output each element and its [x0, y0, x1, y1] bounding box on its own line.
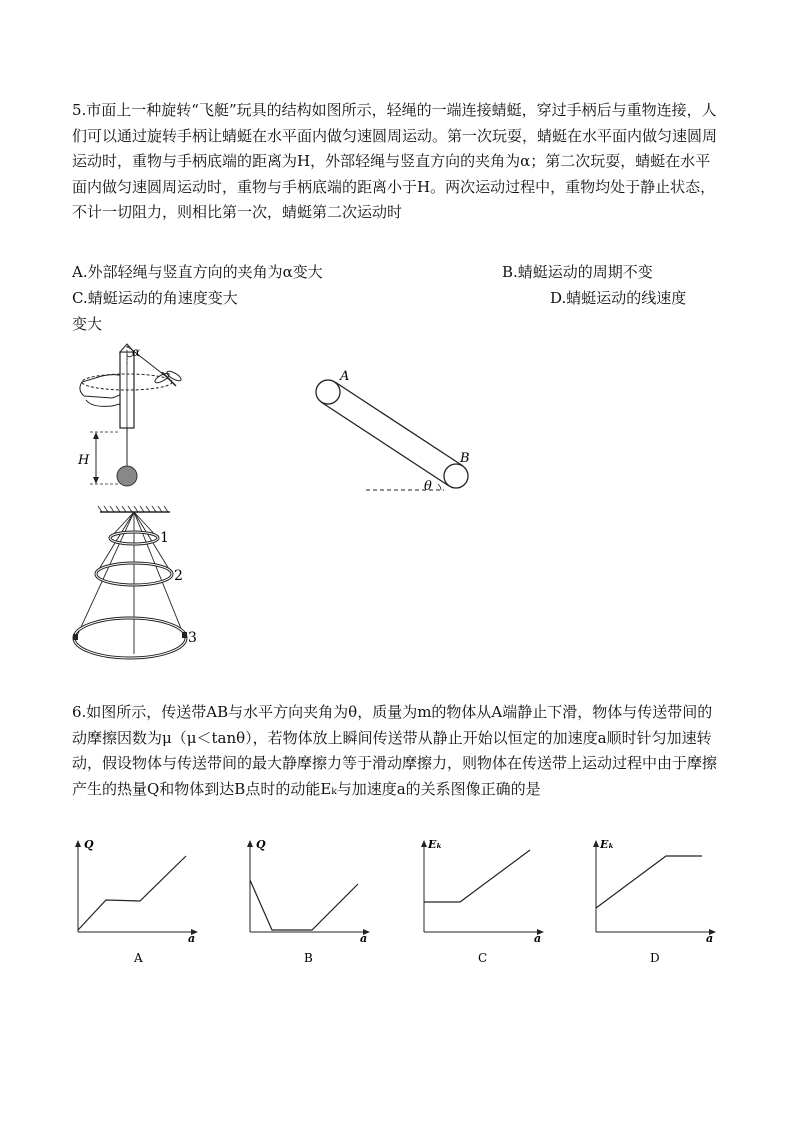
point-a-label: A	[340, 369, 350, 384]
graph-c-caption: C	[478, 951, 488, 965]
graph-c-x-label: a	[534, 932, 542, 945]
point-b-label: B	[460, 451, 470, 466]
question-6-stem: 6.如图所示，传送带AB与水平方向夹角为θ，质量为m的物体从A端静止下滑，物体与传送带间的动摩擦因数为μ（μ＜tanθ），若物体放上瞬间传送带从静止开始以恒定的加速度a顺时针匀加速转动，假设物体与传送带间的最大静摩擦力等于滑动摩擦力，则物体在传送带上运动过程中由于摩擦产生的热量Q和物体到达B点时的动能Eₖ与加速度a的关系图像正确的是	[72, 703, 718, 798]
angle-alpha-label: α	[132, 345, 141, 359]
dragonfly-icon	[154, 369, 183, 386]
graph-a-y-label: Q	[84, 838, 94, 851]
dragonfly-toy-figure	[72, 342, 192, 494]
ring-1-label: 1	[160, 530, 169, 546]
option-c: C.蜻蜓运动的角速度变大	[72, 289, 238, 307]
option-b: B.蜻蜓运动的周期不变	[502, 263, 653, 281]
option-d-continued: 变大	[72, 315, 103, 333]
graph-b-y-label: Q	[256, 838, 266, 851]
ring-2-label: 2	[174, 568, 183, 584]
graph-d-y-label: Eₖ	[600, 838, 615, 851]
graph-c-y-label: Eₖ	[428, 838, 443, 851]
graph-a-x-label: a	[188, 932, 196, 945]
graph-option-b	[240, 834, 376, 970]
ring-3-label: 3	[188, 630, 197, 646]
graph-option-d	[586, 834, 722, 970]
graph-a-caption: A	[134, 951, 143, 965]
height-h-label: H	[78, 453, 90, 468]
question-5-stem: 5.市面上一种旋转“飞艇”玩具的结构如图所示，轻绳的一端连接蜻蜓，穿过手柄后与重物连接，人们可以通过旋转手柄让蜻蜓在水平面内做匀速圆周运动。第一次玩耍，蜻蜓在水平面内做匀速圆周运动时，重物与手柄底端的距离为H，外部轻绳与竖直方向的夹角为α；第二次玩耍，蜻蜓在水平面内做匀速圆周运动时，重物与手柄底端的距离小于H。两次运动过程中，重物均处于静止状态，不计一切阻力，则相比第一次，蜻蜓第二次运动时	[72, 101, 718, 221]
graph-b-x-label: a	[360, 932, 368, 945]
graph-option-a	[68, 834, 204, 970]
graph-b-caption: B	[304, 951, 313, 965]
angle-theta-label: θ	[424, 479, 432, 494]
option-a: A.外部轻绳与竖直方向的夹角为α变大	[72, 263, 323, 281]
conveyor-belt-figure	[308, 366, 484, 496]
graph-d-caption: D	[650, 951, 660, 965]
graph-d-x-label: a	[706, 932, 714, 945]
hanging-rings-figure	[70, 504, 206, 670]
option-d: D.蜻蜓运动的线速度	[550, 289, 687, 307]
graph-option-c	[414, 834, 550, 970]
weight-ball	[117, 466, 137, 486]
